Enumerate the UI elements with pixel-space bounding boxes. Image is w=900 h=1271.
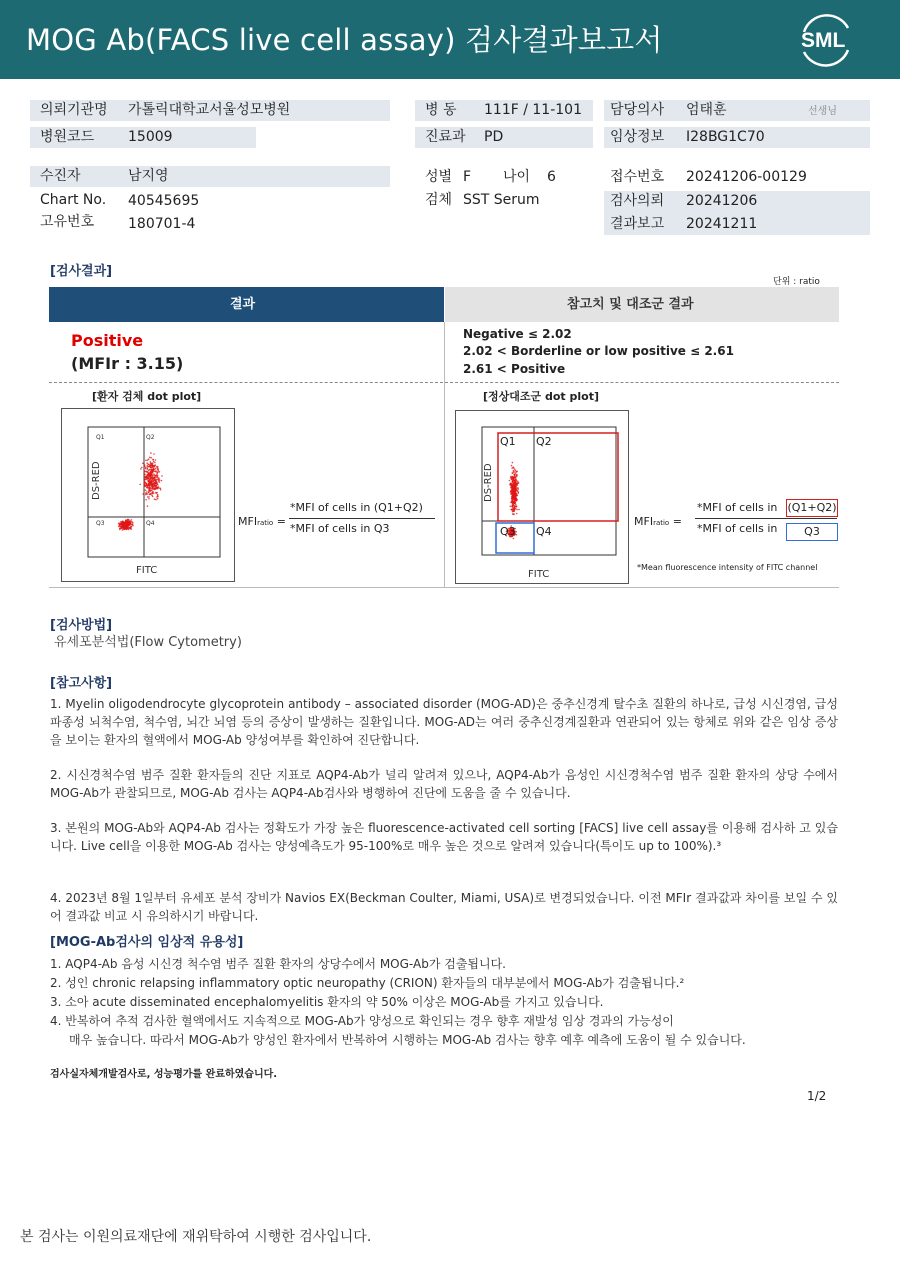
control-fraction-line	[695, 518, 837, 519]
control-y-axis-label: DS-RED	[483, 463, 494, 502]
control-q3-label: Q3	[500, 525, 516, 538]
patient-q2-label: Q2	[146, 434, 155, 441]
scatter-dot	[159, 481, 161, 483]
patient-row-bg	[30, 166, 390, 187]
scatter-dot	[142, 463, 144, 465]
scatter-dot	[153, 489, 155, 491]
scatter-dot	[512, 505, 514, 507]
scatter-dot	[512, 462, 514, 464]
report-value: 20241211	[686, 216, 758, 232]
age-label: 나이	[503, 169, 531, 185]
mfi-footnote: *Mean fluorescence intensity of FITC channel	[637, 563, 818, 572]
unique-label: 고유번호	[40, 214, 95, 230]
scatter-dot	[146, 491, 148, 493]
scatter-dot	[513, 514, 515, 516]
dept-label: 진료과	[425, 129, 466, 145]
sex-label: 성별	[425, 169, 453, 185]
request-label: 검사의뢰	[610, 193, 665, 209]
scatter-dot	[159, 471, 161, 473]
scatter-dot	[149, 472, 151, 474]
scatter-dot	[156, 486, 158, 488]
clinical-info-label: 임상정보	[610, 129, 665, 145]
scatter-dot	[510, 476, 512, 478]
scatter-dot	[154, 498, 156, 500]
scatter-dot	[515, 505, 517, 507]
page-number: 1/2	[807, 1089, 827, 1103]
scatter-dot	[147, 496, 149, 498]
control-mfi-text: MFI	[634, 515, 654, 528]
doctor-label: 담당의사	[610, 102, 665, 118]
scatter-dot	[150, 461, 152, 463]
scatter-dot	[510, 484, 512, 486]
scatter-dot	[152, 475, 154, 477]
ref-line-negative: Negative ≤ 2.02	[463, 327, 572, 341]
patient-mfi-numerator: *MFI of cells in (Q1+Q2)	[290, 501, 423, 514]
control-mfi-label: MFIratio =	[634, 515, 682, 528]
patient-mfi-denominator: *MFI of cells in Q3	[290, 522, 390, 535]
scatter-dot	[149, 487, 151, 489]
control-plot-title: [정상대조군 dot plot]	[483, 390, 599, 403]
scatter-dot	[513, 471, 515, 473]
scatter-dot	[118, 523, 120, 525]
scatter-dot	[514, 473, 516, 475]
request-value: 20241206	[686, 193, 758, 209]
scatter-dot	[514, 496, 516, 498]
scatter-dot	[146, 483, 148, 485]
result-value: (MFIr : 3.15)	[71, 354, 184, 373]
scatter-dot	[513, 482, 515, 484]
table-bottom-line	[49, 587, 839, 588]
patient-x-axis-label: FITC	[136, 565, 158, 576]
scatter-dot	[127, 519, 129, 521]
ref-line-borderline: 2.02 < Borderline or low positive ≤ 2.61	[463, 344, 734, 358]
receipt-value: 20241206-00129	[686, 169, 807, 185]
result-col-header-label: 결과	[230, 297, 256, 312]
clinical-info-value: I28BG1C70	[686, 129, 765, 145]
scatter-dot	[150, 457, 152, 459]
scatter-dot	[510, 493, 512, 495]
scatter-dot	[147, 477, 149, 479]
scatter-dot	[153, 459, 155, 461]
scatter-dot	[517, 490, 519, 492]
scatter-dot	[143, 489, 145, 491]
scatter-dot	[155, 475, 157, 477]
scatter-dot	[128, 524, 130, 526]
scatter-dot	[511, 467, 513, 469]
scatter-dot	[157, 479, 159, 481]
scatter-dot	[153, 485, 155, 487]
patient-dot-plot	[61, 408, 235, 582]
scatter-dot	[144, 481, 146, 483]
scatter-dot	[154, 477, 156, 479]
scatter-dot	[152, 493, 154, 495]
patient-value: 남지영	[128, 168, 169, 184]
scatter-dot	[516, 488, 518, 490]
ward-label: 병 동	[425, 102, 457, 118]
scatter-dot	[160, 489, 162, 491]
scatter-dot	[156, 479, 158, 481]
patient-mfi-label: MFIratio =	[238, 515, 286, 528]
unique-value: 180701-4	[128, 216, 196, 232]
scatter-dot	[153, 483, 155, 485]
scatter-dot	[512, 485, 514, 487]
scatter-dot	[149, 489, 151, 491]
control-num-box: (Q1+Q2)	[786, 499, 838, 517]
scatter-dot	[145, 492, 147, 494]
scatter-dot	[152, 481, 154, 483]
scatter-dot	[151, 467, 153, 469]
scatter-dot	[518, 509, 520, 511]
scatter-dot	[513, 502, 515, 504]
scatter-dot	[514, 480, 516, 482]
age-value: 6	[547, 169, 556, 185]
scatter-dot	[157, 467, 159, 469]
clinical-item-3: 3. 소아 acute disseminated encephalomyelitis 환자의 약 50% 이상은 MOG-Ab를 가지고 있습니다.	[50, 995, 604, 1009]
scatter-dot	[516, 513, 518, 515]
scatter-dot	[516, 475, 518, 477]
scatter-dot	[129, 524, 131, 526]
scatter-dot	[516, 471, 518, 473]
control-q1-label: Q1	[500, 435, 516, 448]
report-title: MOG Ab(FACS live cell assay) 검사결과보고서	[26, 23, 663, 57]
chart-value: 40545695	[128, 193, 200, 209]
scatter-dot	[515, 486, 517, 488]
scatter-dot	[512, 508, 514, 510]
scatter-dot	[122, 529, 124, 531]
scatter-dot	[515, 484, 517, 486]
scatter-dot	[157, 498, 159, 500]
scatter-dot	[139, 484, 141, 486]
scatter-dot	[150, 493, 152, 495]
results-section-title: [검사결과]	[50, 264, 113, 279]
scatter-dot	[124, 523, 126, 525]
scatter-dot	[516, 499, 518, 501]
doctor-suffix: 선생님	[808, 106, 837, 117]
scatter-dot	[146, 471, 148, 473]
institution-value: 가톨릭대학교서울성모병원	[128, 102, 291, 118]
scatter-dot	[517, 482, 519, 484]
clinical-item-2: 2. 성인 chronic relapsing inflammatory optic neuropathy (CRION) 환자들의 대부분에서 MOG-Ab가 검출됩니다.²	[50, 976, 685, 990]
scatter-dot	[132, 524, 134, 526]
scatter-dot	[155, 459, 157, 461]
footer-note: 본 검사는 이원의료재단에 재위탁하여 시행한 검사입니다.	[20, 1229, 372, 1245]
scatter-dot	[158, 477, 160, 479]
scatter-dot	[515, 502, 517, 504]
scatter-dot	[147, 468, 149, 470]
ward-value: 111F / 11-101	[484, 102, 582, 118]
report-label: 결과보고	[610, 216, 665, 232]
scatter-dot	[120, 521, 122, 523]
scatter-dot	[146, 485, 148, 487]
validation-note: 검사실자체개발검사로, 성능평가를 완료하였습니다.	[50, 1069, 278, 1080]
control-dot-plot	[455, 410, 629, 584]
scatter-dot	[511, 501, 513, 503]
scatter-dot	[147, 466, 149, 468]
scatter-dot	[148, 492, 150, 494]
patient-mfi-text: MFI	[238, 515, 258, 528]
institution-label: 의뢰기관명	[40, 102, 108, 118]
scatter-dot	[148, 464, 150, 466]
scatter-dot	[511, 478, 513, 480]
scatter-dot	[510, 491, 512, 493]
hospital-code-value: 15009	[128, 129, 173, 145]
column-separator	[444, 322, 445, 587]
scatter-dot	[157, 494, 159, 496]
logo-text: SML	[801, 29, 846, 52]
scatter-dot	[157, 488, 159, 490]
control-ratio-sub: ratio	[653, 519, 670, 527]
scatter-dot	[146, 486, 148, 488]
note-paragraph-4: 4. 2023년 8월 1일부터 유세포 분석 장비가 Navios EX(Beckman Coulter, Miami, USA)로 변경되었습니다. 이전 MFIr 결과값과 차이를 보일 수 있어 결과값 비교 시 유의하시기 바랍니다.	[50, 891, 838, 923]
scatter-dot	[510, 506, 512, 508]
scatter-dot	[515, 482, 517, 484]
patient-q1-label: Q1	[96, 434, 105, 441]
scatter-dot	[517, 492, 519, 494]
sex-value: F	[463, 169, 472, 185]
scatter-dot	[145, 499, 147, 501]
chart-label: Chart No.	[40, 192, 107, 208]
scatter-dot	[153, 466, 155, 468]
scatter-dot	[513, 467, 515, 469]
note-paragraph-3: 3. 본원의 MOG-Ab와 AQP4-Ab 검사는 정확도가 가장 높은 fluorescence-activated cell sorting [FACS] live cell assay를 이용해 검사하 고 있습니다. Live cell을 이용한 MOG-Ab 검사는 양성예측도가 95-100%로 매우 높은 것으로 알려져 있습니다(특이도 up to 100%).³	[50, 821, 838, 853]
scatter-dot	[144, 465, 146, 467]
scatter-dot	[141, 467, 143, 469]
scatter-dot	[118, 524, 120, 526]
scatter-dot	[126, 521, 128, 523]
scatter-dot	[158, 487, 160, 489]
scatter-dot	[147, 481, 149, 483]
control-x-axis-label: FITC	[528, 569, 550, 580]
scatter-dot	[142, 493, 144, 495]
scatter-dot	[156, 472, 158, 474]
scatter-dot	[156, 473, 158, 475]
scatter-dot	[155, 488, 157, 490]
scatter-dot	[131, 521, 133, 523]
scatter-dot	[150, 477, 152, 479]
scatter-dot	[148, 498, 150, 500]
scatter-dot	[512, 476, 514, 478]
control-q2-label: Q2	[536, 435, 552, 448]
doctor-value: 엄태훈	[686, 102, 727, 118]
scatter-dot	[130, 522, 132, 524]
scatter-dot	[150, 474, 152, 476]
scatter-dot	[511, 483, 513, 485]
patient-q3-label: Q3	[96, 520, 105, 527]
scatter-dot	[149, 469, 151, 471]
control-q4-label: Q4	[536, 525, 552, 538]
scatter-dot	[130, 526, 132, 528]
scatter-dot	[513, 494, 515, 496]
scatter-dot	[121, 526, 123, 528]
control-mfi-numerator: *MFI of cells in	[697, 501, 778, 514]
scatter-dot	[513, 503, 515, 505]
scatter-dot	[517, 481, 519, 483]
scatter-dot	[152, 469, 154, 471]
ref-col-header-label: 참고치 및 대조군 결과	[567, 297, 694, 312]
scatter-dot	[149, 457, 151, 459]
scatter-dot	[150, 469, 152, 471]
scatter-dot	[155, 499, 157, 501]
scatter-dot	[153, 480, 155, 482]
scatter-dot	[131, 519, 133, 521]
scatter-dot	[161, 480, 163, 482]
scatter-dot	[151, 477, 153, 479]
scatter-dot	[126, 527, 128, 529]
scatter-dot	[155, 470, 157, 472]
sml-logo	[796, 12, 856, 68]
scatter-dot	[517, 487, 519, 489]
notes-section-title: [참고사항]	[50, 676, 113, 691]
scatter-dot	[511, 465, 513, 467]
scatter-dot	[123, 528, 125, 530]
clinical-item-4-cont: 매우 높습니다. 따라서 MOG-Ab가 양성인 환자에서 반복하여 시행하는 MOG-Ab 검사는 향후 예후 예측에 도움이 될 수 있습니다.	[69, 1033, 746, 1047]
scatter-dot	[514, 469, 516, 471]
scatter-dot	[153, 461, 155, 463]
scatter-dot	[151, 479, 153, 481]
scatter-dot	[153, 453, 155, 455]
clinical-section-title: [MOG-Ab검사의 임상적 유용성]	[50, 935, 244, 950]
control-mfi-denominator: *MFI of cells in	[697, 522, 778, 535]
scatter-dot	[152, 486, 154, 488]
scatter-dot	[145, 489, 147, 491]
scatter-dot	[149, 482, 151, 484]
hospital-code-label: 병원코드	[40, 129, 95, 145]
scatter-dot	[147, 459, 149, 461]
scatter-dot	[145, 479, 147, 481]
scatter-dot	[151, 494, 153, 496]
method-text: 유세포분석법(Flow Cytometry)	[54, 635, 242, 650]
scatter-dot	[516, 509, 518, 511]
scatter-dot	[513, 500, 515, 502]
scatter-dot	[155, 480, 157, 482]
control-den-box: Q3	[786, 523, 838, 541]
scatter-dot	[515, 477, 517, 479]
scatter-dot	[119, 528, 121, 530]
specimen-label: 검체	[425, 192, 453, 208]
scatter-dot	[151, 485, 153, 487]
scatter-dot	[514, 487, 516, 489]
scatter-dot	[155, 492, 157, 494]
report-header	[0, 0, 900, 79]
scatter-dot	[157, 470, 159, 472]
scatter-dot	[511, 498, 513, 500]
unit-label: 단위 : ratio	[773, 277, 820, 287]
note-paragraph-2: 2. 시신경척수염 범주 질환 환자들의 진단 지표로 AQP4-Ab가 널리 알려져 있으나, AQP4-Ab가 음성인 시신경척수염 범주 질환 환자의 상당 수에서 MOG-Ab가 관찰되므로, MOG-Ab 검사는 AQP4-Ab검사와 병행하여 진단에 도움을 줄 수 있습니다.	[50, 768, 838, 800]
scatter-dot	[512, 487, 514, 489]
scatter-dot	[515, 494, 517, 496]
patient-ratio-sub: ratio	[257, 519, 274, 527]
scatter-dot	[514, 491, 516, 493]
specimen-value: SST Serum	[463, 192, 540, 208]
scatter-dot	[147, 493, 149, 495]
scatter-dot	[145, 460, 147, 462]
scatter-dot	[145, 468, 147, 470]
patient-y-axis-label: DS-RED	[91, 461, 102, 500]
patient-q4-label: Q4	[146, 520, 155, 527]
scatter-dot	[140, 468, 142, 470]
scatter-dot	[146, 474, 148, 476]
patient-dot-plot-canvas	[62, 409, 234, 581]
method-section-title: [검사방법]	[50, 618, 113, 633]
scatter-dot	[509, 480, 511, 482]
scatter-dot	[128, 521, 130, 523]
scatter-dot	[161, 475, 163, 477]
scatter-dot	[512, 498, 514, 500]
scatter-dot	[144, 470, 146, 472]
scatter-dot	[129, 528, 131, 530]
scatter-dot	[144, 484, 146, 486]
scatter-dot	[153, 487, 155, 489]
patient-fraction-line	[289, 518, 435, 519]
scatter-dot	[512, 480, 514, 482]
scatter-dot	[160, 488, 162, 490]
scatter-dot	[123, 521, 125, 523]
scatter-dot	[156, 482, 158, 484]
patient-plot-title: [환자 검체 dot plot]	[92, 390, 202, 403]
clinical-item-1: 1. AQP4-Ab 음성 시신경 척수염 범주 질환 환자의 상당수에서 MOG-Ab가 검출됩니다.	[50, 957, 506, 971]
clinical-item-4: 4. 반복하여 추적 검사한 혈액에서도 지속적으로 MOG-Ab가 양성으로 확인되는 경우 향후 재발성 임상 경과의 가능성이	[50, 1014, 674, 1028]
note-paragraph-1: 1. Myelin oligodendrocyte glycoprotein antibody – associated disorder (MOG-AD)은 중추신경계 탈수초 질환의 하나로, 급성 시신경염, 급성파종성 뇌척수염, 척수염, 뇌간 뇌염 등의 증상이 발생하는 질환입니다. MOG-AD는 여러 중추신경계질환과 연관되어 있는 항체로 위와 같은 임상 증상을 보이는 환자의 혈액에서 MOG-Ab 양성여부를 확인하여 진단합니다.	[50, 697, 838, 747]
scatter-dot	[144, 473, 146, 475]
scatter-dot	[150, 452, 152, 454]
receipt-label: 접수번호	[610, 169, 665, 185]
scatter-dot	[156, 485, 158, 487]
patient-label: 수진자	[40, 168, 81, 184]
scatter-dot	[514, 489, 516, 491]
ref-line-positive: 2.61 < Positive	[463, 362, 566, 376]
dept-value: PD	[484, 129, 504, 145]
scatter-dot	[151, 472, 153, 474]
control-dot-plot-canvas	[456, 411, 628, 583]
scatter-dot	[121, 528, 123, 530]
scatter-dot	[122, 523, 124, 525]
scatter-dot	[151, 483, 153, 485]
scatter-dot	[147, 505, 149, 507]
result-status: Positive	[71, 331, 144, 350]
scatter-dot	[126, 523, 128, 525]
